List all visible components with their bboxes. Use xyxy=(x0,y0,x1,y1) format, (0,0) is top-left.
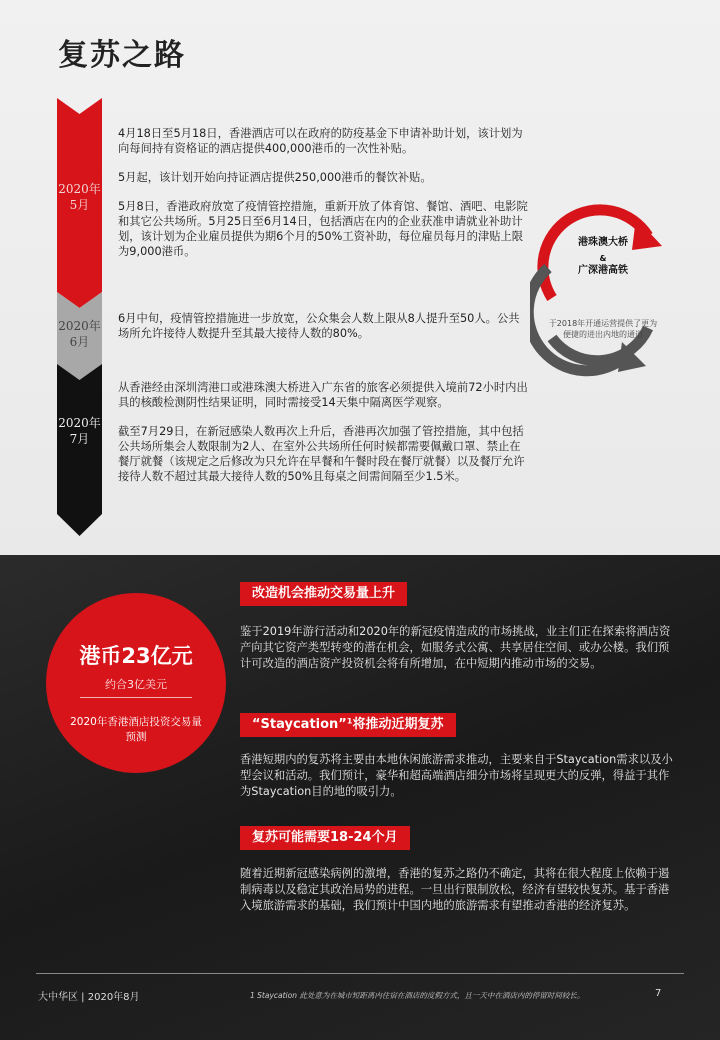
section-text: 随着近期新冠感染病例的激增，香港的复苏之路仍不确定，其将在很大程度上依赖于遏制病毒以及稳定其政治局势的进程。一旦出行限制放松，经济有望较快复苏。基于香港入境旅游需求的基础，我们预计中国内地的旅游需求有望推动香港的经济复苏。 xyxy=(240,867,670,912)
timeline-marker-july xyxy=(57,364,102,536)
paragraph: 4月18日至5月18日，香港酒店可以在政府的防疫基金下申请补助计划，该计划为向每间持有资格证的酒店提供400,000港币的一次性补贴。 xyxy=(118,127,523,155)
paragraph: 从香港经由深圳湾港口或港珠澳大桥进入广东省的旅客必须提供入境前72小时内出具的核酸检测阴性结果证明，同时需接受14天集中隔离医学观察。 xyxy=(118,381,528,409)
timeline-label-line: 2020年 xyxy=(58,182,101,196)
footnote: 1 Staycation 此处意为在城市短距离内住宿在酒店的度假方式，且一天中在酒店内的停留时间较长。 xyxy=(250,991,585,1000)
section-heading: “Staycation”¹将推动近期复苏 xyxy=(240,713,456,737)
stat-sub: 约合3亿美元 xyxy=(105,678,167,691)
section-text: 香港短期内的复苏将主要由本地休闲旅游需求推动，主要来自于Staycation需求以及小型会议和活动。我们预计，豪华和超高端酒店细分市场将呈现更大的反弹，得益于其作为Staycation目的地的吸引力。 xyxy=(240,753,673,798)
stat-divider xyxy=(80,697,192,698)
page-title: 复苏之路 xyxy=(58,38,186,73)
paragraph: 截至7月29日，在新冠感染人数再次上升后，香港再次加强了管控措施，其中包括公共场所集会人数限制为2人、在室外公共场所任何时候都需要佩戴口罩、禁止在餐厅就餐（该规定之后修改为只允许在早餐和午餐时段在餐厅就餐）以及餐厅允许接待人数不超过其最大接待人数的50%且每桌之间需间隔至少1.5米。 xyxy=(118,425,525,483)
stat-value: 港币23亿元 xyxy=(79,644,193,668)
cycle-arrows-icon xyxy=(530,188,670,378)
section-text: 鉴于2019年游行活动和2020年的新冠疫情造成的市场挑战，业主们正在探索将酒店资产向其它资产类型转变的潜在机会，如服务式公寓、共享居住空间、或办公楼。我们预计可改造的酒店资产投资机会将有所增加，在中短期内推动市场的交易。 xyxy=(240,625,671,670)
cycle-title-1: 港珠澳大桥 xyxy=(578,237,628,248)
timeline-label-june xyxy=(57,318,102,350)
timeline-text-may xyxy=(118,126,528,273)
timeline-label-may xyxy=(57,181,102,213)
timeline-label-line: 7月 xyxy=(69,432,90,446)
paragraph: 5月8日，香港政府放宽了疫情管控措施，重新开放了体育馆、餐馆、酒吧、电影院和其它公共场所。5月25日至6月14日，包括酒店在内的企业获准申请就业补助计划，该计划为企业雇员提供为期6个月的50%工资补助，每位雇员每月的津贴上限为9,000港币。 xyxy=(118,200,528,258)
timeline-label-july xyxy=(57,415,102,447)
section-heading: 改造机会推动交易量上升 xyxy=(240,582,407,606)
cycle-amp: & xyxy=(599,254,607,263)
timeline-label-line: 2020年 xyxy=(58,319,101,333)
timeline-label-line: 6月 xyxy=(69,335,90,349)
cycle-title-2: 广深港高铁 xyxy=(578,265,628,276)
page-number: 7 xyxy=(655,988,662,999)
timeline-label-line: 5月 xyxy=(69,198,90,212)
timeline-label-line: 2020年 xyxy=(58,416,101,430)
timeline-text-july xyxy=(118,380,528,498)
footer-region-date: 大中华区 | 2020年8月 xyxy=(38,992,140,1003)
footer-divider xyxy=(36,973,684,974)
paragraph: 6月中旬，疫情管控措施进一步放宽，公众集会人数上限从8人提升至50人。公共场所允许接待人数提升至其最大接待人数的80%。 xyxy=(118,312,520,340)
paragraph: 5月起，该计划开始向持证酒店提供250,000港币的餐饮补贴。 xyxy=(118,171,432,184)
section-heading: 复苏可能需要18-24个月 xyxy=(240,826,410,850)
cycle-note: 于2018年开通运营提供了更为便捷的进出内地的通道 xyxy=(548,319,658,339)
timeline-text-june xyxy=(118,311,528,355)
stat-desc: 2020年香港酒店投资交易量预测 xyxy=(70,716,202,743)
